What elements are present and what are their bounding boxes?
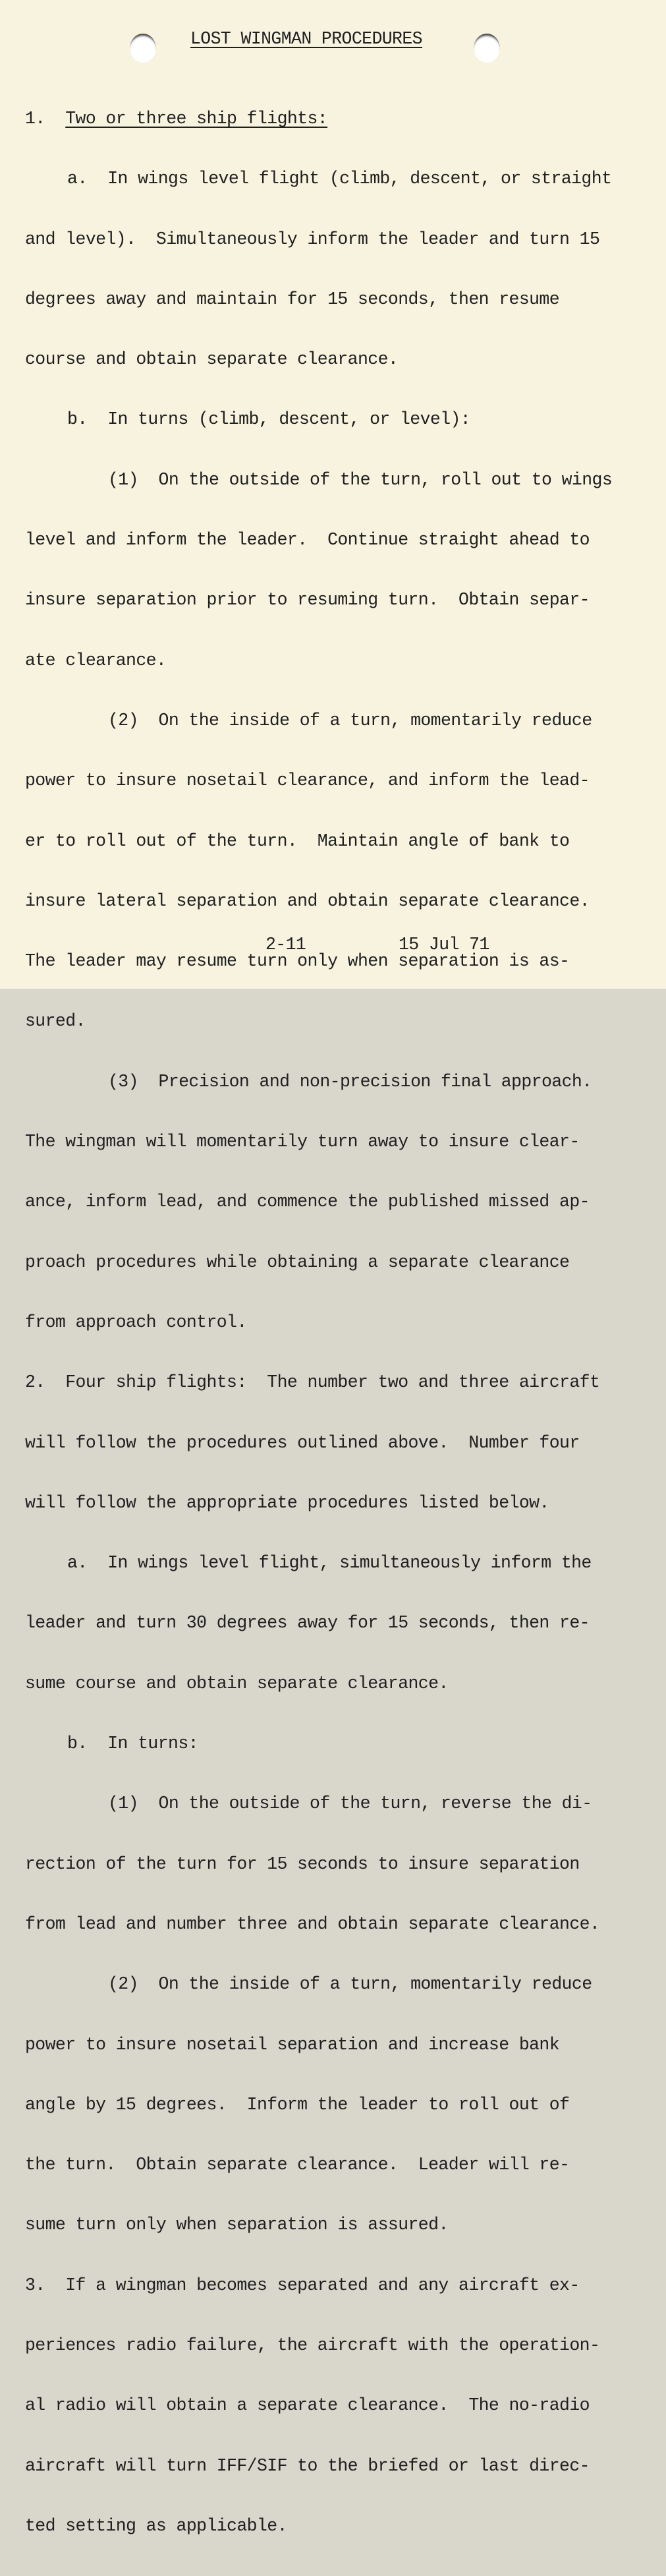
text-line: er to roll out of the turn. Maintain angle of bank to: [25, 831, 570, 851]
text-line: degrees away and maintain for 15 seconds, then resume: [25, 289, 560, 309]
text-line: leader and turn 30 degrees away for 15 seconds, then re-: [25, 1613, 590, 1633]
text-line: ted setting as applicable.: [25, 2515, 287, 2536]
text-line: (2) On the inside of a turn, momentarily reduce: [108, 1974, 592, 1995]
text-line: 2. Four ship flights: The number two and three aircraft: [25, 1372, 600, 1393]
text-line: [25, 109, 612, 129]
item-1-number: 1.: [25, 109, 45, 129]
text-line: a. In wings level flight (climb, descent, or straight: [67, 169, 612, 189]
item-1-heading: Two or three ship flights:: [65, 109, 328, 129]
text-line: the turn. Obtain separate clearance. Leader will re-: [25, 2155, 570, 2175]
punch-hole-right: [474, 34, 500, 63]
text-line: 3. If a wingman becomes separated and any aircraft ex-: [25, 2275, 580, 2295]
text-line: power to insure nosetail separation and increase bank: [25, 2034, 560, 2055]
text-line: (2) On the inside of a turn, momentarily reduce: [108, 710, 592, 730]
page-title: LOST WINGMAN PROCEDURES: [190, 29, 422, 49]
text-line: periences radio failure, the aircraft with the operation-: [25, 2335, 600, 2355]
text-line: rection of the turn for 15 seconds to insure separation: [25, 1854, 580, 1874]
punch-hole-left: [130, 34, 156, 63]
text-line: from approach control.: [25, 1312, 247, 1332]
text-line: sume turn only when separation is assured.: [25, 2215, 449, 2235]
text-line: power to insure nosetail clearance, and inform the lead-: [25, 771, 590, 791]
text-line: insure lateral separation and obtain separate clearance.: [25, 891, 590, 911]
text-line: sume course and obtain separate clearance.: [25, 1673, 449, 1693]
text-line: aircraft will turn IFF/SIF to the briefed or last direc-: [25, 2455, 590, 2476]
text-line: ance, inform lead, and commence the published missed ap-: [25, 1192, 590, 1212]
text-line: b. In turns (climb, descent, or level):: [67, 409, 471, 430]
text-line: ate clearance.: [25, 650, 167, 670]
text-line: (1) On the outside of the turn, roll out to wings: [108, 469, 613, 490]
text-line: (1) On the outside of the turn, reverse the di-: [108, 1794, 592, 1814]
procedure-text: [25, 69, 612, 2576]
text-line: proach procedures while obtaining a separate clearance: [25, 1252, 570, 1272]
text-line: will follow the procedures outlined above. Number four: [25, 1432, 580, 1453]
page-number: 2-11: [265, 935, 306, 954]
text-line: (3) Precision and non-precision final approach.: [108, 1071, 592, 1092]
text-line: from lead and number three and obtain separate clearance.: [25, 1914, 600, 1934]
text-line: will follow the appropriate procedures listed below.: [25, 1492, 549, 1513]
text-line: al radio will obtain a separate clearance. The no-radio: [25, 2395, 590, 2416]
text-line: angle by 15 degrees. Inform the leader to roll out of: [25, 2094, 570, 2115]
text-line: b. In turns:: [67, 1734, 198, 1754]
text-line: and level). Simultaneously inform the leader and turn 15: [25, 229, 600, 249]
text-line: insure separation prior to resuming turn. Obtain separ-: [25, 590, 590, 610]
text-line: The wingman will momentarily turn away to insure clear-: [25, 1132, 580, 1152]
text-line: sured.: [25, 1011, 86, 1032]
text-line: a. In wings level flight, simultaneously inform the: [67, 1553, 592, 1573]
text-line: course and obtain separate clearance.: [25, 349, 399, 370]
revision-date: 15 Jul 71: [399, 935, 489, 954]
text-line: level and inform the leader. Continue straight ahead to: [25, 530, 590, 550]
text-line: The leader may resume turn only when separation is as-: [25, 951, 570, 972]
